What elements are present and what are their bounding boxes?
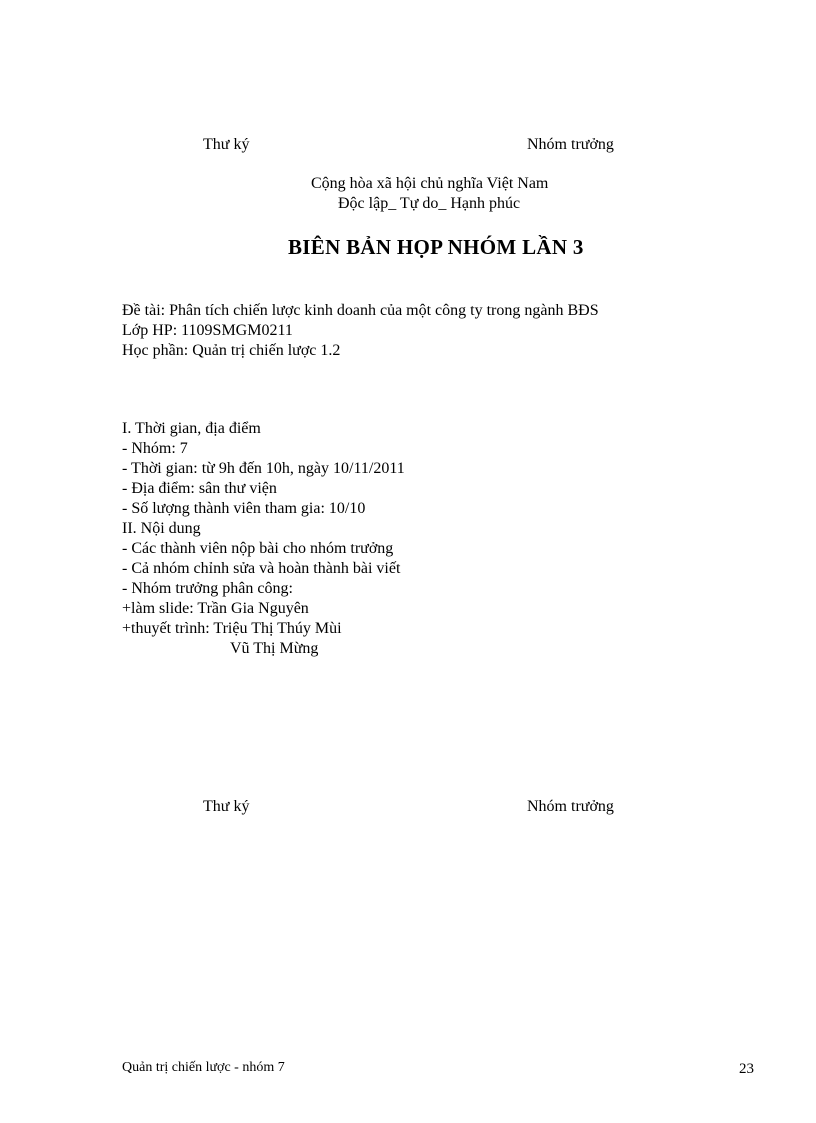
document-title: BIÊN BẢN HỌP NHÓM LẦN 3 xyxy=(288,235,584,259)
page-number: 23 xyxy=(739,1061,754,1077)
bottom-leader-label: Nhóm trưởng xyxy=(527,798,614,815)
footer-text: Quản trị chiến lược - nhóm 7 xyxy=(122,1060,285,1075)
class-line: Lớp HP: 1109SMGM0211 xyxy=(122,322,293,339)
assign-slide: +làm slide: Trần Gia Nguyên xyxy=(122,600,309,617)
motto-heading: Độc lập_ Tự do_ Hạnh phúc xyxy=(338,195,521,212)
course-line: Học phần: Quản trị chiến lược 1.2 xyxy=(122,342,341,359)
assign-present-second: Vũ Thị Mừng xyxy=(230,640,319,657)
section2-heading: II. Nội dung xyxy=(122,520,201,537)
top-leader-label: Nhóm trưởng xyxy=(527,136,614,153)
time-line: - Thời gian: từ 9h đến 10h, ngày 10/11/2011 xyxy=(122,460,405,477)
section1-heading: I. Thời gian, địa điểm xyxy=(122,420,261,437)
bottom-secretary-label: Thư ký xyxy=(203,798,250,815)
top-secretary-label: Thư ký xyxy=(203,136,250,153)
members-line: - Số lượng thành viên tham gia: 10/10 xyxy=(122,500,366,517)
content-item-assign: - Nhóm trưởng phân công: xyxy=(122,580,293,597)
assign-present: +thuyết trình: Triệu Thị Thúy Mùi xyxy=(122,620,342,637)
republic-heading: Cộng hòa xã hội chủ nghĩa Việt Nam xyxy=(311,175,549,192)
content-item-edit: - Cả nhóm chỉnh sửa và hoàn thành bài viết xyxy=(122,560,401,577)
place-line: - Địa điểm: sân thư viện xyxy=(122,480,277,497)
content-block xyxy=(122,419,405,659)
info-block xyxy=(122,301,599,361)
topic-line: Đề tài: Phân tích chiến lược kinh doanh của một công ty trong ngành BĐS xyxy=(122,302,599,319)
group-line: - Nhóm: 7 xyxy=(122,440,188,457)
content-item-submit: - Các thành viên nộp bài cho nhóm trưởng xyxy=(122,540,394,557)
